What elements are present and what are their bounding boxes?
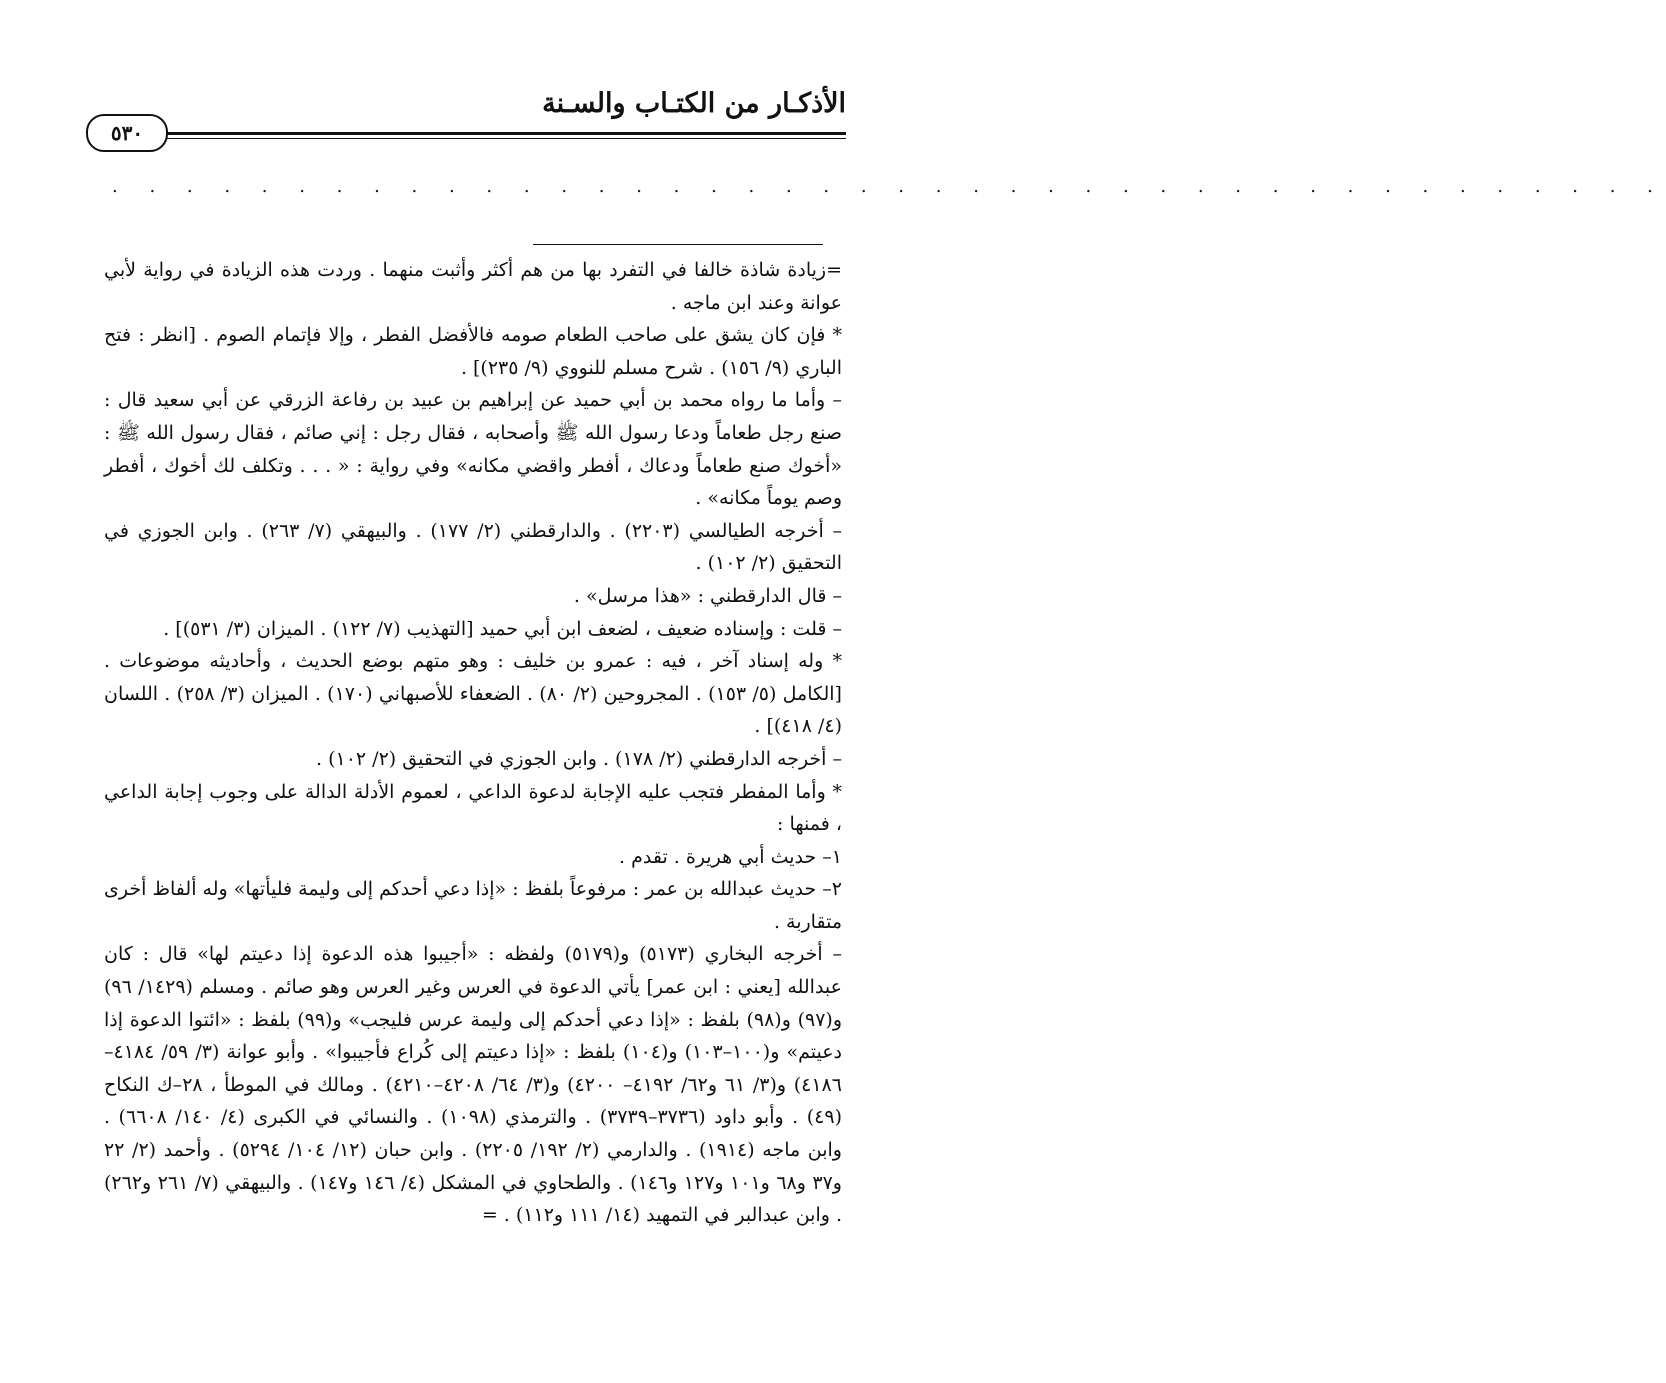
paragraph: ١– حديث أبي هريرة . تقدم .	[619, 845, 842, 868]
page-header	[86, 88, 846, 144]
paragraph: =زيادة شاذة خالفا في التفرد بها من هم أكثر وأثبت منهما . وردت هذه الزيادة في رواية لأبي عوانة وعند ابن ماجه .	[104, 259, 842, 314]
paragraph: – وأما ما رواه محمد بن أبي حميد عن إبراهيم بن عبيد بن رفاعة الزرقي عن أبي سعيد قال : صنع رجل طعاماً ودعا رسول الله ﷺ وأصحابه ، فقال رجل : إني صائم ، فقال رسول الله ﷺ : «أخوك صنع طعاماً ودعاك ، أفطر واقضي مكانه» وفي رواية : « . . . وتكلف لك أخوك ، أفطر وصم يوماً مكانه» .	[104, 389, 842, 510]
paragraph: – قال الدارقطني : «هذا مرسل» .	[573, 584, 842, 607]
paragraph: – قلت : وإسناده ضعيف ، لضعف ابن أبي حميد [التهذيب (٧/ ١٢٢) . الميزان (٣/ ٥٣١)] .	[163, 617, 842, 640]
footnote-rule	[533, 244, 823, 245]
paragraph: ٢– حديث عبدالله بن عمر : مرفوعاً بلفظ : «إذا دعي أحدكم إلى وليمة فليأتها» وله ألفاظ أخرى متقاربة .	[104, 878, 842, 933]
paragraph: * وله إسناد آخر ، فيه : عمرو بن خليف : وهو متهم بوضع الحديث ، وأحاديثه موضوعات . [الكامل (٥/ ١٥٣) . المجروحين (٢/ ٨٠) . الضعفاء للأصبهاني (١٧٠) . الميزان (٣/ ٢٥٨) . اللسان (٤/ ٤١٨)] .	[104, 650, 842, 738]
header-rule	[166, 132, 846, 135]
paragraph: * فإن كان يشق على صاحب الطعام صومه فالأفضل الفطر ، وإلا فإتمام الصوم . [انظر : فتح الباري (٩/ ١٥٦) . شرح مسلم للنووي (٩/ ٢٣٥)] .	[104, 324, 842, 379]
separator-dots: . . . . . . . . . . . . . . . . . . . . . . . . . . . . . . . . . . . . . . . . . .	[112, 176, 1666, 197]
header-rule-thin	[166, 138, 846, 139]
book-title: الأذكـار من الكتـاب والسـنة	[542, 88, 846, 119]
paragraph: – أخرجه البخاري (٥١٧٣) و(٥١٧٩) ولفظه : «أجيبوا هذه الدعوة إذا دعيتم لها» قال : كان عبدالله [يعني : ابن عمر] يأتي الدعوة في العرس وغير العرس وهو صائم . ومسلم (١٤٢٩/ ٩٦) و(٩٧) و(٩٨) بلفظ : «إذا دعي أحدكم إلى وليمة عرس فليجب» و(٩٩) بلفظ : «ائتوا الدعوة إذا دعيتم» و(١٠٠–١٠٣) و(١٠٤) بلفظ : «إذا دعيتم إلى كُراع فأجيبوا» . وأبو عوانة (٣/ ٥٩/ ٤١٨٤–٤١٨٦) و(٣/ ٦١ و٦٢/ ٤١٩٢– ٤٢٠٠) و(٣/ ٦٤/ ٤٢٠٨–٤٢١٠) . ومالك في الموطأ ، ٢٨–ك النكاح (٤٩) . وأبو داود (٣٧٣٦–٣٧٣٩) . والترمذي (١٠٩٨) . والنسائي في الكبرى (٤/ ١٤٠/ ٦٦٠٨) . وابن ماجه (١٩١٤) . والدارمي (٢/ ١٩٢/ ٢٢٠٥) . وابن حبان (١٢/ ١٠٤/ ٥٢٩٤) . وأحمد (٢/ ٢٢ و٣٧ و٦٨ و١٠١ و١٢٧ و١٤٦) . والطحاوي في المشكل (٤/ ١٤٦ و١٤٧) . والبيهقي (٧/ ٢٦١ و٢٦٢) . وابن عبدالبر في التمهيد (١٤/ ١١١ و١١٢) . =	[104, 943, 843, 1227]
paragraph: * وأما المفطر فتجب عليه الإجابة لدعوة الداعي ، لعموم الأدلة الدالة على وجوب إجابة الداعي ، فمنها :	[104, 780, 842, 836]
page-number: ٥٣٠	[86, 114, 168, 152]
footnote-text	[104, 254, 842, 1232]
paragraph: – أخرجه الطيالسي (٢٢٠٣) . والدارقطني (٢/ ١٧٧) . والبيهقي (٧/ ٢٦٣) . وابن الجوزي في التحقيق (٢/ ١٠٢) .	[104, 519, 842, 575]
paragraph: – أخرجه الدارقطني (٢/ ١٧٨) . وابن الجوزي في التحقيق (٢/ ١٠٢) .	[316, 747, 842, 770]
